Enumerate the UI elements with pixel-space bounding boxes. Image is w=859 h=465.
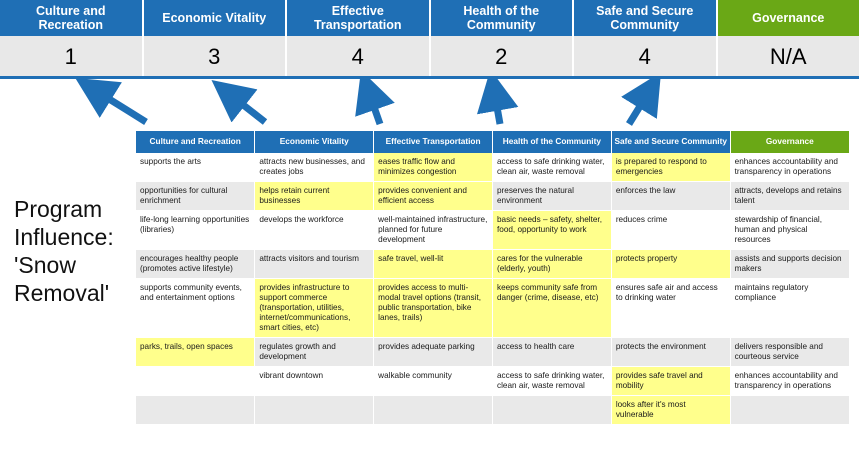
matrix-cell: access to health care [492,338,611,367]
matrix-cell: protects the environment [611,338,730,367]
arrow-group [0,78,859,130]
pillar-header-label: Culture and Recreation [36,3,106,32]
pillar-score-culture-and-recreation: 1 [0,36,144,78]
pillar-header-label: Effective Transportation [313,3,402,32]
matrix-row [136,211,849,250]
matrix-cell: provides infrastructure to support commerce (transportation, utilities, internet/communications, smart cities, etc) [255,279,374,338]
pillar-header-economic-vitality [144,0,288,36]
influence-arrow [228,93,265,122]
influence-arrows-svg [0,78,859,130]
pillar-score-health-of-the-community: 2 [431,36,575,78]
matrix-cell: preserves the natural environment [492,182,611,211]
matrix-cell: is prepared to respond to emergencies [611,153,730,182]
influence-arrow [629,90,650,124]
matrix-header-row [136,131,849,153]
pillar-score-safe-and-secure-community: 4 [574,36,718,78]
matrix-cell: stewardship of financial, human and physical resources [730,211,849,250]
matrix-cell: basic needs – safety, shelter, food, opportunity to work [492,211,611,250]
matrix-header-culture-and-recreation: Culture and Recreation [136,131,255,153]
matrix-cell: access to safe drinking water, clean air, waste removal [492,367,611,396]
influence-arrow [93,89,146,122]
pillar-header-effective-transportation [287,0,431,36]
pillar-score-band [0,0,859,78]
pillar-header-culture-and-recreation [0,0,144,36]
matrix-cell: supports the arts [136,153,255,182]
matrix-row [136,153,849,182]
matrix-cell: eases traffic flow and minimizes congestion [374,153,493,182]
matrix-cell: enhances accountability and transparency in operations [730,367,849,396]
matrix-cell: helps retain current businesses [255,182,374,211]
matrix-cell: encourages healthy people (promotes active lifestyle) [136,250,255,279]
matrix-cell: attracts visitors and tourism [255,250,374,279]
matrix-header-health-of-the-community: Health of the Community [492,131,611,153]
matrix-cell: provides convenient and efficient access [374,182,493,211]
matrix-cell: attracts, develops and retains talent [730,182,849,211]
matrix-row [136,367,849,396]
pillar-header-label: Health of the Community [463,3,540,32]
matrix-row [136,338,849,367]
matrix-cell: safe travel, well-lit [374,250,493,279]
pillar-header-label: Economic Vitality [162,10,267,25]
matrix-header-safe-and-secure-community: Safe and Secure Community [611,131,730,153]
influence-matrix [136,131,849,425]
matrix-cell: enforces the law [611,182,730,211]
influence-arrow [368,90,380,124]
matrix-row [136,182,849,211]
matrix-cell: cares for the vulnerable (elderly, youth) [492,250,611,279]
matrix-cell: provides adequate parking [374,338,493,367]
matrix-cell: parks, trails, open spaces [136,338,255,367]
matrix-cell: life-long learning opportunities (libraries) [136,211,255,250]
matrix-cell [492,396,611,425]
matrix-body [136,153,849,425]
caption-program-influence: Program Influence: 'Snow Removal' [14,196,114,307]
matrix-cell: assists and supports decision makers [730,250,849,279]
matrix-cell [136,367,255,396]
matrix-cell [136,396,255,425]
matrix-cell [730,396,849,425]
matrix-header-economic-vitality: Economic Vitality [255,131,374,153]
matrix-cell: vibrant downtown [255,367,374,396]
matrix-cell: enhances accountability and transparency in operations [730,153,849,182]
influence-arrow [494,90,500,124]
pillar-score-row [0,36,859,78]
pillar-header-health-of-the-community [431,0,575,36]
matrix-row [136,250,849,279]
matrix-cell: opportunities for cultural enrichment [136,182,255,211]
matrix-cell: well-maintained infrastructure, planned for future development [374,211,493,250]
matrix-cell: supports community events, and entertainment options [136,279,255,338]
matrix-cell: provides access to multi-modal travel options (transit, public transportation, bike lanes, trails) [374,279,493,338]
matrix-cell: access to safe drinking water, clean air, waste removal [492,153,611,182]
pillar-header-safe-and-secure-community [574,0,718,36]
pillar-header-label: Governance [752,10,825,25]
matrix-cell: keeps community safe from danger (crime, disease, etc) [492,279,611,338]
matrix-cell: maintains regulatory compliance [730,279,849,338]
matrix-cell: regulates growth and development [255,338,374,367]
matrix-cell: reduces crime [611,211,730,250]
matrix-row [136,396,849,425]
matrix-cell [374,396,493,425]
matrix-cell [255,396,374,425]
matrix-cell: provides safe travel and mobility [611,367,730,396]
pillar-header-label: Safe and Secure Community [596,3,694,32]
pillar-header-governance [718,0,859,36]
matrix-cell: ensures safe air and access to drinking water [611,279,730,338]
matrix-cell: protects property [611,250,730,279]
matrix-cell: attracts new businesses, and creates jobs [255,153,374,182]
pillar-score-economic-vitality: 3 [144,36,288,78]
pillar-header-row [0,0,859,36]
matrix-cell: walkable community [374,367,493,396]
matrix-cell: delivers responsible and courteous service [730,338,849,367]
matrix-cell: looks after it's most vulnerable [611,396,730,425]
pillar-score-effective-transportation: 4 [287,36,431,78]
matrix-row [136,279,849,338]
matrix-cell: develops the workforce [255,211,374,250]
matrix-header-governance: Governance [730,131,849,153]
matrix-header-effective-transportation: Effective Transportation [374,131,493,153]
pillar-score-governance: N/A [718,36,859,78]
